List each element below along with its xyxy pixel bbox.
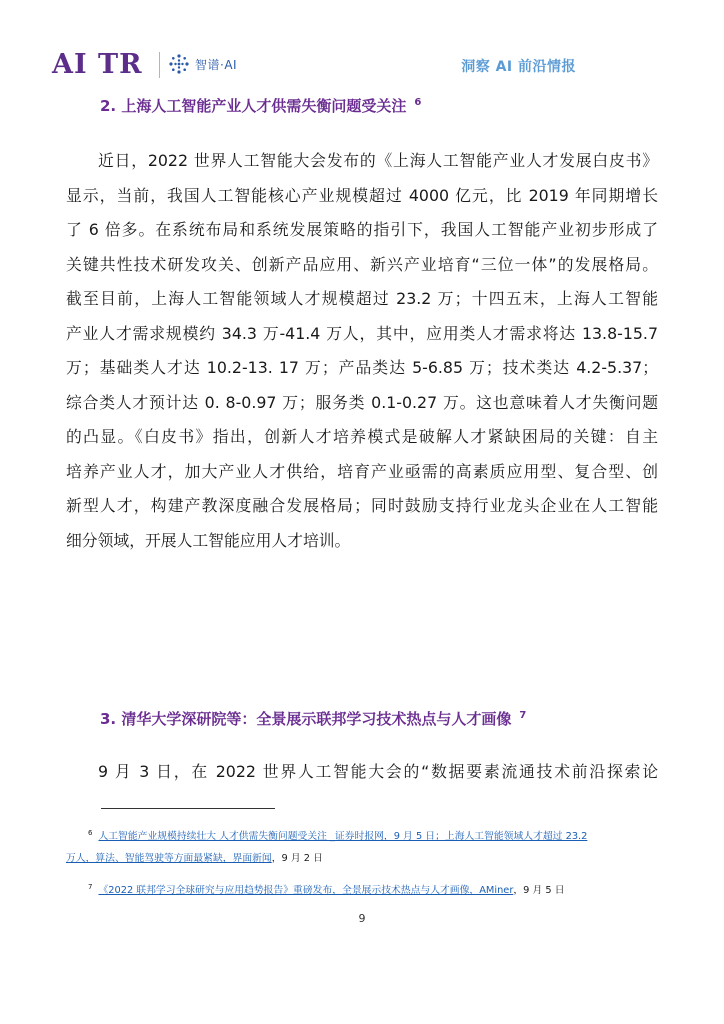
- section-2-paragraph: [66, 144, 658, 558]
- paragraph-line: 综合类人才预计达 0. 8-0.97 万；服务类 0.1-0.27 万。这也意味着人才失衡问题: [66, 392, 658, 412]
- footnote-divider: [101, 808, 275, 809]
- section-3-heading: [100, 708, 526, 729]
- footnote-6: [66, 822, 680, 870]
- header-title: 洞察 AI 前沿情报: [461, 59, 576, 75]
- page-header: [0, 0, 724, 90]
- paragraph-line: 近日，2022 世界人工智能大会发布的《上海人工智能产业人才发展白皮书》: [98, 151, 658, 170]
- zhipu-dots-icon: [168, 53, 190, 75]
- page-number: 9: [358, 912, 366, 925]
- logo-divider: [159, 52, 160, 78]
- footnote-7: [88, 876, 680, 902]
- zhipu-logo: [168, 52, 237, 76]
- paragraph-line: 培养产业人才，加大产业人才供给，培育产业亟需的高素质应用型、复合型、创: [66, 461, 658, 481]
- paragraph-line: 细分领域，开展人工智能应用人才培训。: [66, 530, 351, 550]
- zhipu-logo-text: 智谱·AI: [195, 57, 238, 72]
- paragraph-line: 产业人才需求规模约 34.3 万-41.4 万人，其中，应用类人才需求将达 13.8-15.7: [66, 323, 658, 343]
- footnote-number: 7: [88, 883, 93, 891]
- footnote-date: ，9 月 2 日: [271, 853, 323, 864]
- footnote-date: ，9 月 5 日: [513, 885, 565, 896]
- footnote-number: 6: [88, 829, 93, 837]
- footnote-link[interactable]: 万人，算法、智能驾驶等方面最紧缺，界面新闻: [66, 853, 272, 864]
- aitr-logo: AI TR: [52, 49, 143, 80]
- paragraph-line: 截至目前，上海人工智能领域人才规模超过 23.2 万；十四五末，上海人工智能: [66, 289, 658, 308]
- paragraph-line: 的凸显。《白皮书》指出，创新人才培养模式是破解人才紧缺困局的关键：自主: [66, 427, 658, 446]
- paragraph-line: 显示，当前，我国人工智能核心产业规模超过 4000 亿元，比 2019 年同期增长: [66, 185, 658, 205]
- footnote-link[interactable]: 《2022 联邦学习全球研究与应用趋势报告》重磅发布，全景展示技术热点与人才画像，AMiner: [98, 885, 514, 896]
- section-3-paragraph: [66, 755, 658, 790]
- footnote-link[interactable]: 人工智能产业规模持续壮大 人才供需失衡问题受关注 _证券时报网，9 月 5 日；上海人工智能领域人才超过 23.2: [98, 831, 588, 842]
- footnote-ref-6[interactable]: 6: [414, 97, 422, 108]
- section-2-heading: [100, 95, 421, 116]
- paragraph-line: 9 月 3 日，在 2022 世界人工智能大会的“数据要素流通技术前沿探索论: [98, 762, 658, 781]
- paragraph-line: 关键共性技术研发攻关、创新产品应用、新兴产业培育“三位一体”的发展格局。: [66, 254, 658, 274]
- paragraph-line: 新型人才，构建产教深度融合发展格局；同时鼓励支持行业龙头企业在人工智能: [66, 496, 658, 515]
- footnote-ref-7[interactable]: 7: [519, 710, 527, 721]
- section-2-heading-text: 2. 上海人工智能产业人才供需失衡问题受关注: [100, 97, 407, 115]
- paragraph-line: 了 6 倍多。在系统布局和系统发展策略的指引下，我国人工智能产业初步形成了: [66, 220, 658, 239]
- paragraph-line: 万；基础类人才达 10.2-13. 17 万；产品类达 5-6.85 万；技术类达 4.2-5.37；: [66, 358, 658, 377]
- section-3-heading-text: 3. 清华大学深研院等：全景展示联邦学习技术热点与人才画像: [100, 710, 512, 728]
